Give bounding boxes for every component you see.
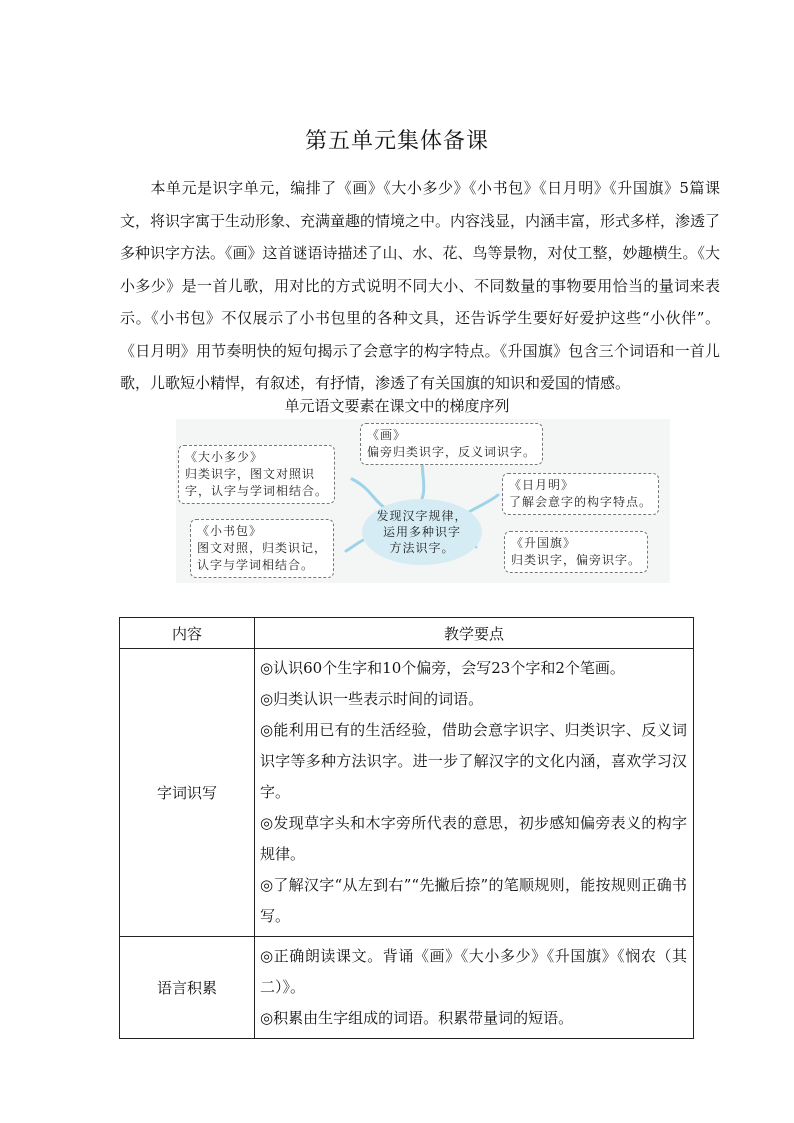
box-title: 《升国旗》: [511, 536, 577, 550]
box-line: 图文对照，归类识记，: [197, 541, 328, 555]
row-label: 语言积累: [120, 937, 255, 1039]
box-ri-yue-ming: [502, 473, 659, 515]
row-content: [255, 649, 694, 937]
connector-hua: [422, 459, 424, 499]
box-line: 归类识字，偏旁识字。: [511, 553, 642, 567]
box-sheng-guoqi: [504, 531, 648, 573]
box-daxiao-duoshao: [178, 445, 335, 504]
teaching-point: ◎发现草字头和木字旁所代表的意思，初步感知偏旁表义的构字规律。: [260, 814, 687, 863]
table-row: [120, 937, 694, 1039]
header-teaching-points: 教学要点: [255, 618, 694, 649]
box-line: 了解会意字的构字特点。: [509, 495, 653, 509]
table-header-row: [120, 618, 694, 649]
teaching-point: ◎积累由生字组成的词语。积累带量词的短语。: [260, 1009, 574, 1027]
box-line: 认字与学词相结合。: [197, 558, 315, 572]
box-line: 偏旁归类识字，反义词识字。: [367, 445, 537, 459]
teaching-point: ◎正确朗读课文。背诵《画》《大小多少》《升国旗》《悯农（其二）》。: [260, 947, 687, 996]
intro-text: 本单元是识字单元，编排了《画》《大小多少》《小书包》《日月明》《升国旗》5篇课文，将识字寓于生动形象、充满童趣的情境之中。内容浅显，内涵丰富，形式多样，渗透了多种识字方法。《画》这首谜语诗描述了山、水、花、鸟等景物，对仗工整，妙趣横生。《大小多少》是一首儿歌，用对比的方式说明不同大小、不同数量的事物要用恰当的量词来表示。《小书包》不仅展示了小书包里的各种文具，还告诉学生要好好爱护这些“小伙伴”。《日月明》用节奏明快的短句揭示了会意字的构字特点。《升国旗》包含三个词语和一首儿歌，儿歌短小精悍，有叙述，有抒情，渗透了有关国旗的知识和爱国的情感。: [120, 179, 721, 392]
teaching-point: ◎能利用已有的生活经验，借助会意字识字、归类识字、反义词识字等多种方法识字。进一步了解汉字的文化内涵，喜欢学习汉字。: [260, 721, 687, 801]
row-content: [255, 937, 694, 1039]
teaching-point: ◎归类认识一些表示时间的词语。: [260, 690, 484, 708]
box-title: 《小书包》: [197, 524, 263, 538]
table-row: [120, 649, 694, 937]
box-title: 《画》: [367, 428, 407, 442]
box-title: 《大小多少》: [185, 450, 264, 464]
teaching-points-table: [119, 617, 694, 1039]
central-goal-line: 运用多种识字: [382, 525, 461, 539]
teaching-point: ◎了解汉字“从左到右”“先撇后捺”的笔顺规则，能按规则正确书写。: [260, 876, 687, 925]
concept-diagram: [176, 419, 670, 583]
diagram-title: 单元语文要素在课文中的梯度序列: [284, 397, 510, 415]
central-goal-line: 发现汉字规律，: [376, 509, 468, 523]
teaching-point: ◎认识60个生字和10个偏旁，会写23个字和2个笔画。: [260, 659, 625, 677]
header-content: 内容: [120, 618, 255, 649]
row-label: 字词识写: [120, 649, 255, 937]
intro-paragraph: [120, 172, 720, 400]
box-hua: [360, 423, 543, 465]
box-line: 归类识字，图文对照识: [185, 467, 316, 481]
box-title: 《日月明》: [509, 478, 575, 492]
page-title: 第五单元集体备课: [304, 129, 489, 154]
box-xiao-shubao: [190, 519, 334, 578]
central-goal-line: 方法识字。: [389, 541, 455, 555]
central-goal: [362, 499, 482, 565]
box-line: 字，认字与学词相结合。: [185, 484, 329, 498]
